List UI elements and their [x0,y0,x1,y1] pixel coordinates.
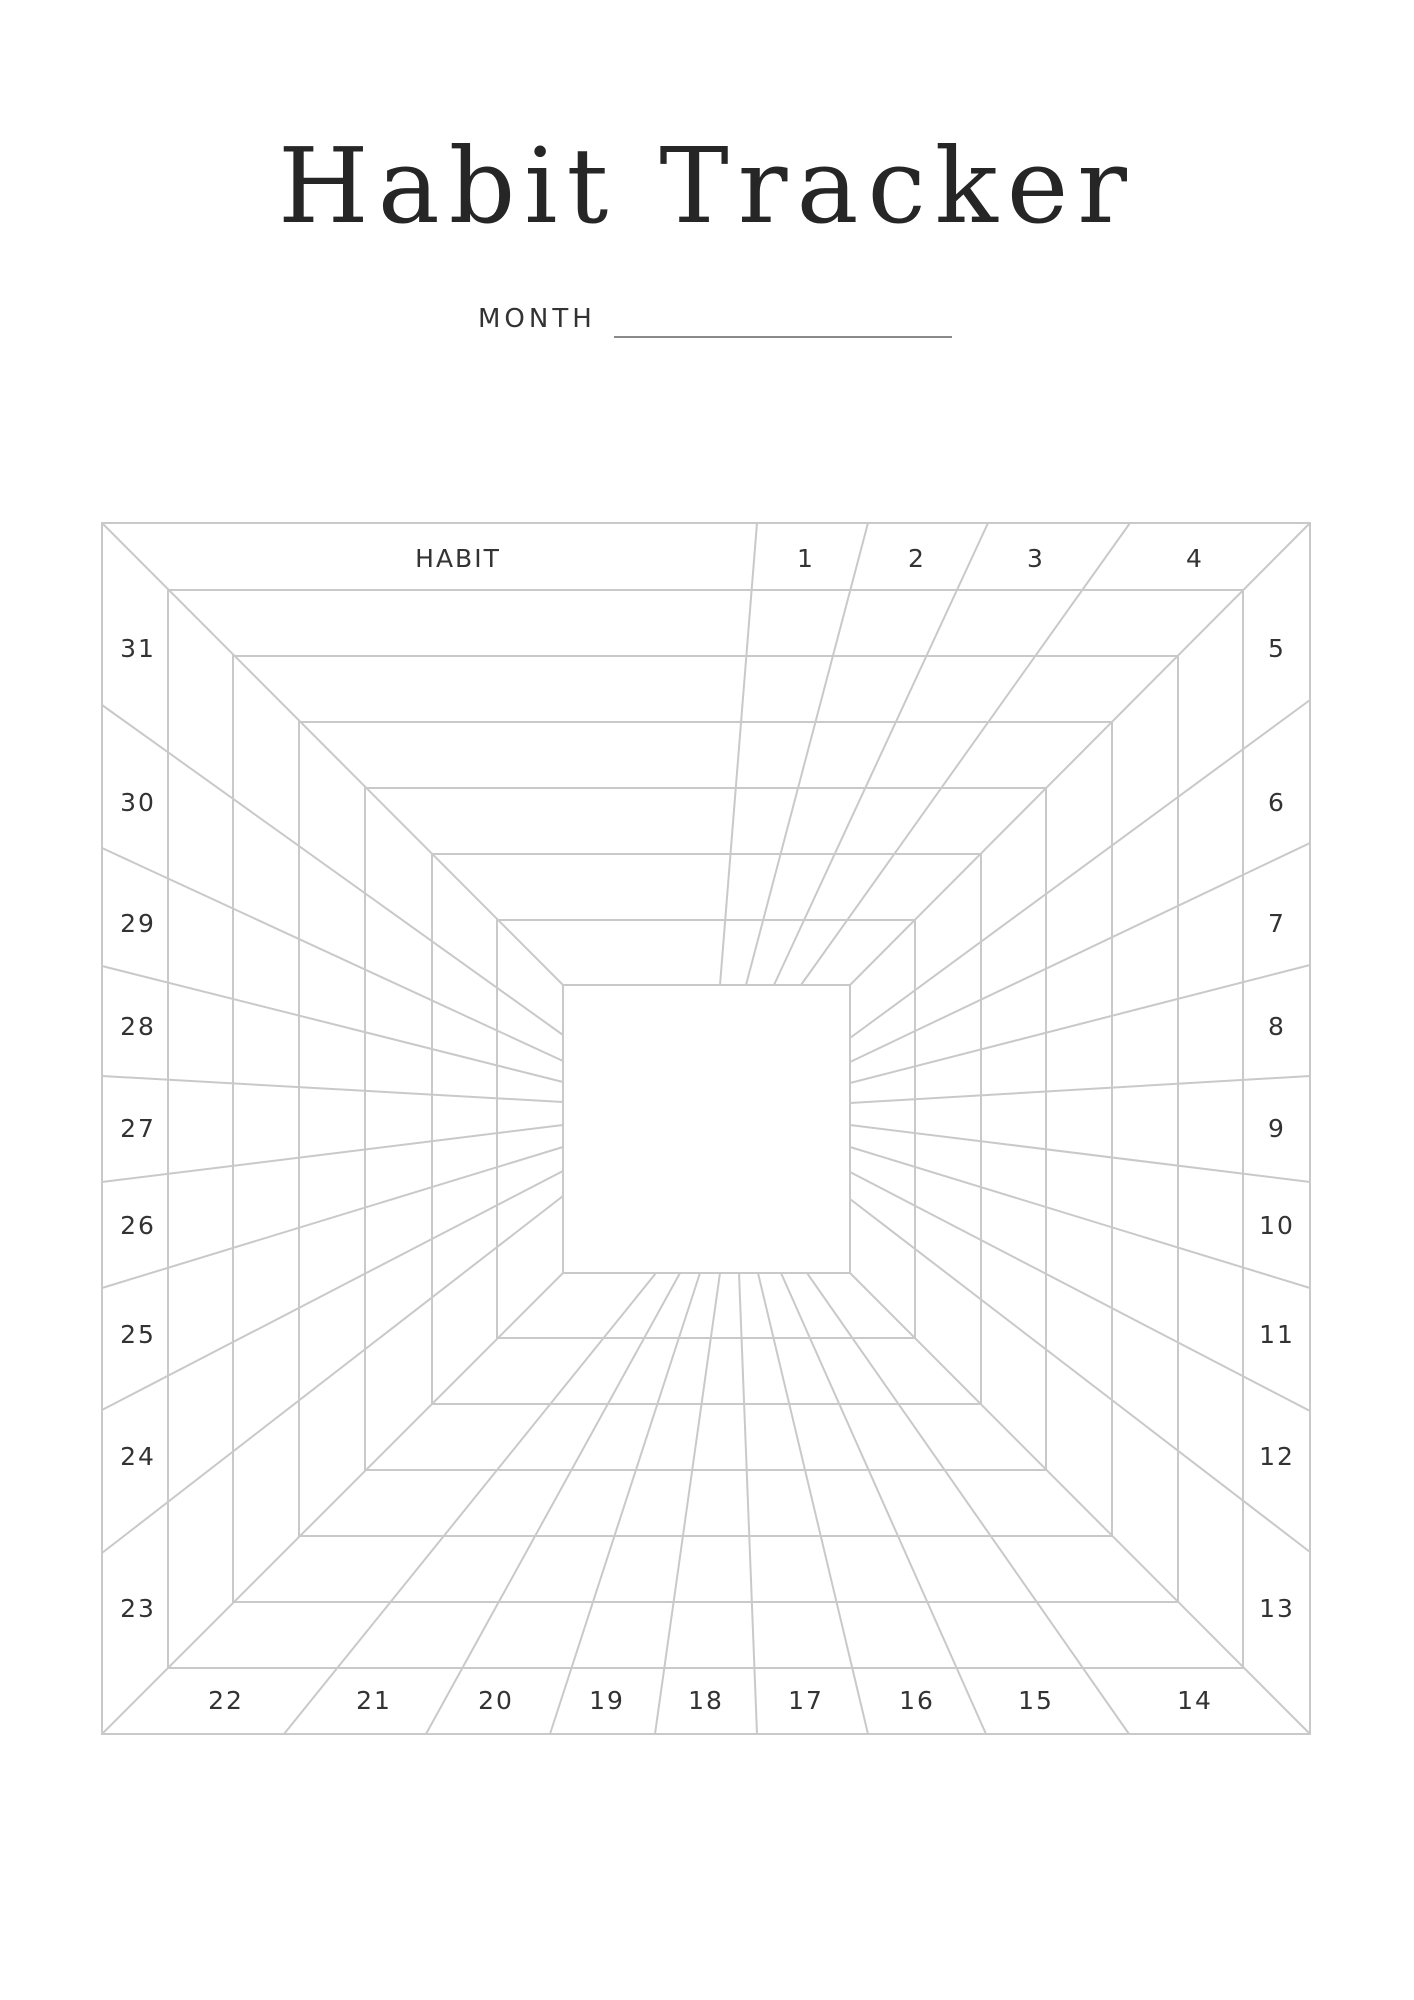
right-divider [850,1147,1310,1288]
day-label-4: 4 [1186,544,1204,573]
right-divider [850,965,1310,1083]
day-label-14: 14 [1177,1686,1213,1715]
day-label-3: 3 [1027,544,1045,573]
left-divider [102,966,563,1082]
bottom-divider [758,1273,868,1734]
day-label-23: 23 [120,1594,156,1623]
day-label-10: 10 [1259,1211,1295,1240]
month-label: MONTH [478,304,596,334]
right-divider [850,1125,1310,1182]
bottom-divider [550,1273,700,1734]
corner-diagonal [102,1273,563,1734]
habit-header: HABIT [415,544,501,573]
day-label-27: 27 [120,1114,156,1143]
day-label-16: 16 [899,1686,935,1715]
right-divider [850,843,1310,1062]
day-label-15: 15 [1018,1686,1054,1715]
right-divider [850,700,1310,1038]
day-label-26: 26 [120,1211,156,1240]
day-label-8: 8 [1268,1012,1286,1041]
day-label-2: 2 [908,544,926,573]
day-label-19: 19 [589,1686,625,1715]
day-label-12: 12 [1259,1442,1295,1471]
day-label-24: 24 [120,1442,156,1471]
day-label-17: 17 [788,1686,824,1715]
day-label-5: 5 [1268,634,1286,663]
day-label-18: 18 [688,1686,724,1715]
day-label-6: 6 [1268,788,1286,817]
grid-lines [102,523,1310,1734]
day-label-7: 7 [1268,909,1286,938]
bottom-divider [739,1273,757,1734]
day-label-21: 21 [356,1686,392,1715]
left-divider [102,1125,563,1182]
bottom-divider [426,1273,680,1734]
day-label-31: 31 [120,634,156,663]
day-label-30: 30 [120,788,156,817]
left-divider [102,1147,563,1288]
left-divider [102,848,563,1061]
bottom-divider [284,1273,656,1734]
day-label-25: 25 [120,1320,156,1349]
left-divider [102,1076,563,1102]
day-label-13: 13 [1259,1594,1295,1623]
page-title: Habit Tracker [278,125,1136,247]
right-divider [850,1076,1310,1103]
day-label-11: 11 [1259,1320,1295,1349]
bottom-divider [781,1273,986,1734]
day-label-9: 9 [1268,1114,1286,1143]
center-box [563,985,850,1273]
day-label-29: 29 [120,909,156,938]
day-label-20: 20 [478,1686,514,1715]
day-label-22: 22 [208,1686,244,1715]
day-label-28: 28 [120,1012,156,1041]
bottom-divider [655,1273,720,1734]
day-label-1: 1 [797,544,815,573]
top-divider [720,523,757,985]
